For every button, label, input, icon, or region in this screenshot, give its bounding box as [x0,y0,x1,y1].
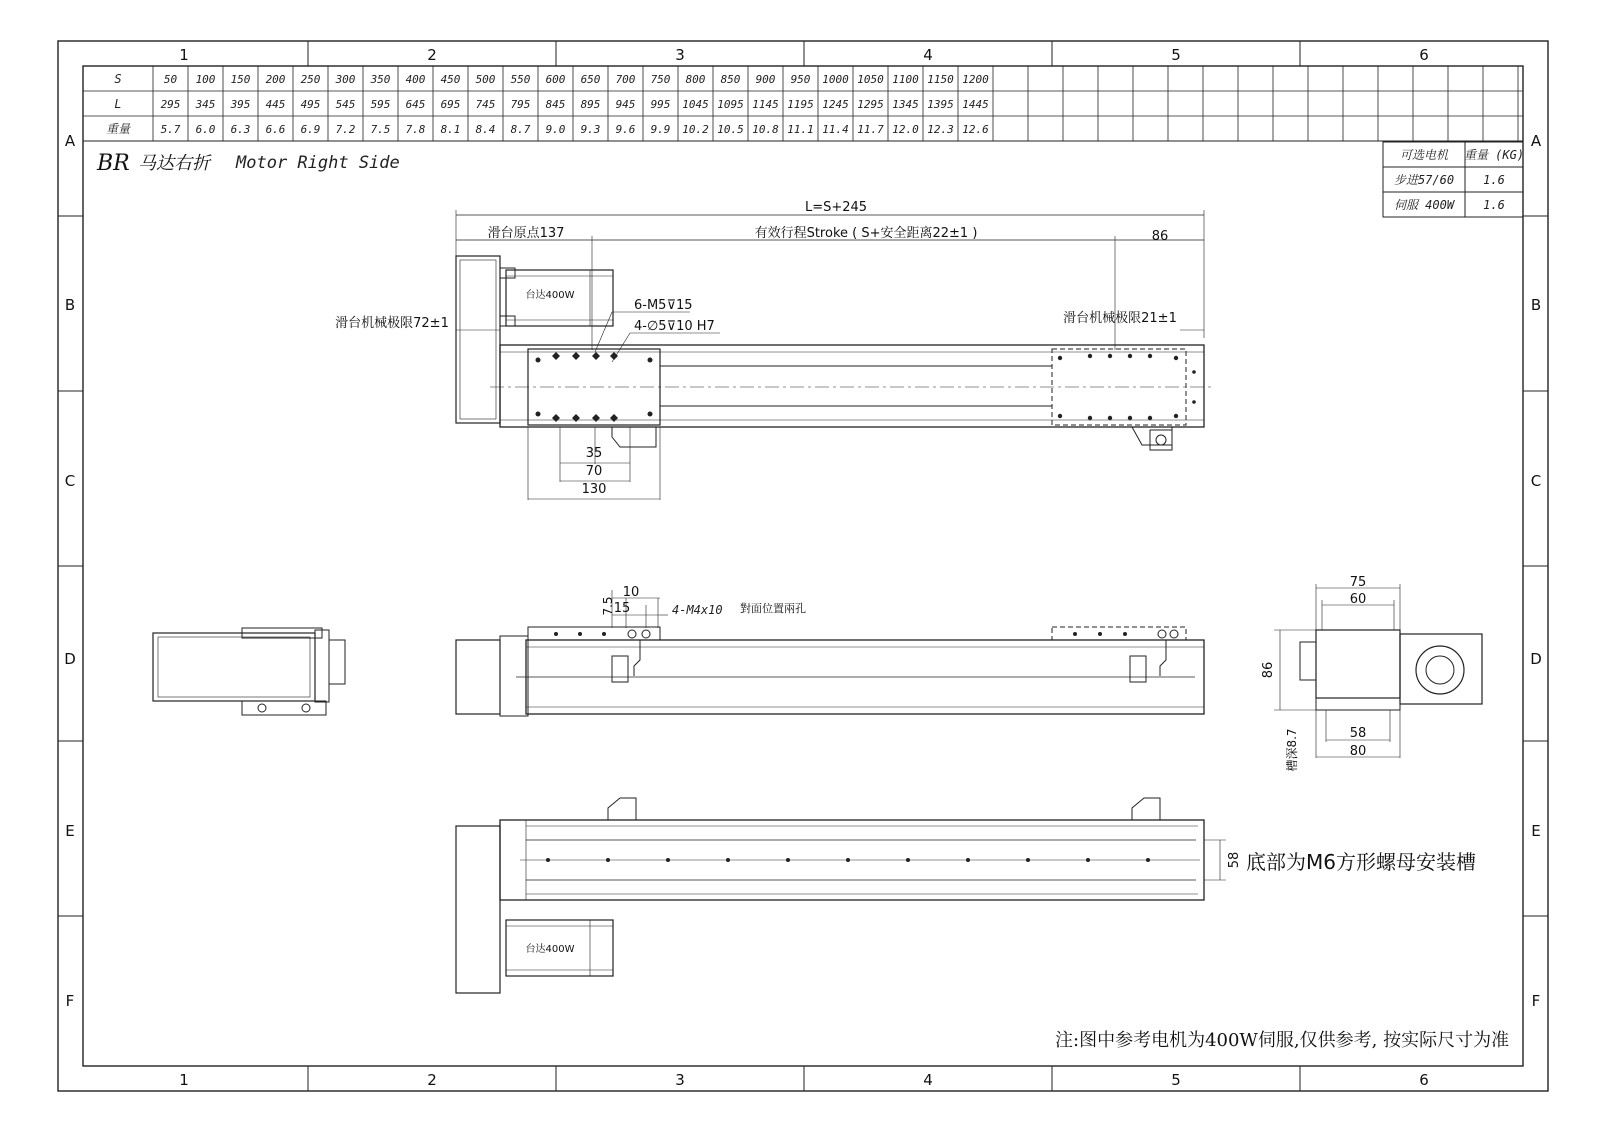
spec-cell: 1395 [927,98,954,111]
col-label-top-2: 2 [427,46,437,64]
col-label-bottom-2: 2 [427,1071,437,1089]
spec-cell: 11.7 [857,123,884,136]
dim-58-end: 58 [1349,726,1367,741]
motor-table-row2-weight: 1.6 [1483,198,1505,212]
col-label-top-3: 3 [675,46,685,64]
spec-cell: 8.1 [440,123,461,136]
row-label-right-E: E [1531,822,1541,840]
spec-cell: 1045 [682,98,709,111]
drawing-title [96,151,400,176]
spec-cell: 12.3 [927,123,954,136]
spec-cell: 445 [265,98,286,111]
spec-cell: 9.0 [545,123,566,136]
spec-cell: 495 [300,98,321,111]
dim-limit-right: 滑台机械极限21±1 [1063,311,1177,326]
spec-cell: 6.3 [230,123,251,136]
spec-cell: 7.5 [370,123,391,136]
left-end-view [153,628,345,715]
spec-cell: 7.2 [335,123,356,136]
title-en: Motor Right Side [236,153,400,173]
motor-table-row1-weight: 1.6 [1483,173,1505,187]
spec-cell: 1050 [857,73,884,86]
spec-cell: 595 [370,98,391,111]
dim-86-top: 86 [1151,229,1169,244]
zone-labels [64,46,1542,1089]
spec-cell: 850 [720,73,741,86]
spec-cell: 8.7 [510,123,531,136]
col-label-top-4: 4 [923,46,933,64]
top-view [456,210,1214,500]
spec-cell: 9.6 [615,123,636,136]
dim-58-bottom: 58 [1227,851,1242,869]
dim-total-length: L=S+245 [804,200,868,215]
spec-cell: 1000 [822,73,849,86]
spec-cell: 345 [195,98,216,111]
motor-table-header-weight: 重量 (KG) [1463,148,1525,162]
row-label-right-F: F [1531,992,1541,1010]
row-label-left-F: F [65,992,75,1010]
spec-cell: 10.8 [752,123,779,136]
motor-label-bottom: 台达400W [525,944,575,955]
spec-cell: 1345 [892,98,919,111]
dim-15: 15 [613,601,631,616]
col-label-top-5: 5 [1171,46,1181,64]
spec-cell: 9.9 [650,123,671,136]
bottom-view [456,798,1226,993]
spec-cell: 1095 [717,98,744,111]
side-view [456,590,1204,716]
spec-table [83,66,1523,141]
top-view-labels [335,200,1177,497]
right-end-view-labels [1261,575,1366,772]
dim-stroke: 有效行程Stroke ( S+安全距离22±1 ) [754,226,978,241]
spec-row-label: L [114,97,122,111]
row-label-left-A: A [64,132,76,150]
dim-origin: 滑台原点137 [487,226,565,241]
spec-cell: 450 [440,73,461,86]
bottom-view-labels [526,850,1476,955]
spec-cell: 1150 [927,73,954,86]
spec-cell: 300 [335,73,356,86]
spec-cell: 7.8 [405,123,426,136]
dim-130: 130 [581,482,607,497]
spec-cell: 995 [650,98,671,111]
spec-cell: 945 [615,98,636,111]
col-label-bottom-5: 5 [1171,1071,1181,1089]
row-label-right-B: B [1530,296,1542,314]
spec-cell: 10.5 [717,123,744,136]
motor-table-row2-motor: 伺服 400W [1393,198,1455,212]
spec-row-label: 重量 [105,122,131,136]
spec-cell: 1100 [892,73,919,86]
spec-cell: 395 [230,98,251,111]
spec-cell: 900 [755,73,776,86]
sheet-border [58,41,1548,1091]
col-label-top-6: 6 [1419,46,1429,64]
dim-70: 70 [585,464,603,479]
spec-cell: 8.4 [475,123,496,136]
spec-cell: 9.3 [580,123,601,136]
spec-cell: 695 [440,98,461,111]
row-label-right-D: D [1530,650,1542,668]
motor-table-row1-motor: 步进57/60 [1393,173,1455,187]
col-label-bottom-3: 3 [675,1071,685,1089]
dim-86-end: 86 [1261,661,1276,679]
spec-cell: 6.0 [195,123,216,136]
spec-cell: 600 [545,73,566,86]
spec-cell: 1245 [822,98,849,111]
dim-10: 10 [622,585,640,600]
spec-cell: 350 [370,73,391,86]
dim-35: 35 [585,446,603,461]
row-label-left-E: E [65,822,75,840]
row-label-left-D: D [64,650,76,668]
hole-spec-1: 6-M5⊽15 [634,298,693,313]
spec-cell: 200 [265,73,286,86]
hole-spec-2: 4-∅5⊽10 H7 [634,319,715,334]
col-label-top-1: 1 [179,46,189,64]
spec-cell: 1295 [857,98,884,111]
spec-cell: 400 [405,73,426,86]
spec-cell: 6.6 [265,123,286,136]
side-view-labels [601,585,806,617]
motor-label-top: 台达400W [525,290,575,301]
bottom-slot-note: 底部为M6方形螺母安装槽 [1246,850,1476,874]
spec-cell: 1145 [752,98,779,111]
spec-cell: 5.7 [160,123,181,136]
spec-cell: 650 [580,73,601,86]
dim-60: 60 [1349,592,1367,607]
spec-cell: 800 [685,73,706,86]
dim-75: 75 [1349,575,1367,590]
spec-cell: 745 [475,98,496,111]
dim-80: 80 [1349,744,1367,759]
col-label-bottom-1: 1 [179,1071,189,1089]
spec-cell: 1445 [962,98,989,111]
spec-cell: 50 [163,73,178,86]
spec-cell: 100 [195,73,216,86]
spec-cell: 10.2 [682,123,709,136]
slot-depth: 槽深8.7 [1285,728,1299,772]
spec-cell: 950 [790,73,811,86]
spec-row-label: S [114,72,122,86]
dim-limit-left: 滑台机械极限72±1 [335,316,449,331]
spec-cell: 12.0 [892,123,919,136]
spec-cell: 11.4 [822,123,849,136]
col-label-bottom-6: 6 [1419,1071,1429,1089]
spec-cell: 700 [615,73,636,86]
spec-cell: 11.1 [787,123,814,136]
thread-note: 對面位置兩孔 [740,602,806,615]
spec-cell: 250 [300,73,321,86]
spec-cell: 750 [650,73,671,86]
title-code: BR [97,151,130,176]
footnote: 注:图中参考电机为400W伺服,仅供参考, 按实际尺寸为准 [1055,1030,1510,1051]
title-cn: 马达右折 [138,153,210,174]
spec-cell: 845 [545,98,566,111]
spec-cell: 295 [160,98,181,111]
motor-table [1383,142,1524,217]
row-label-left-B: B [64,296,76,314]
dim-7-5: 7.5 [601,596,615,616]
motor-table-header-motor: 可选电机 [1399,148,1449,162]
spec-cell: 1200 [962,73,989,86]
spec-cell: 545 [335,98,356,111]
row-label-left-C: C [64,472,76,490]
spec-cell: 6.9 [300,123,321,136]
spec-cell: 150 [230,73,251,86]
spec-cell: 645 [405,98,426,111]
spec-cell: 12.6 [962,123,989,136]
thread-spec: 4-M4x10 [672,603,723,617]
spec-cell: 895 [580,98,601,111]
row-label-right-C: C [1530,472,1542,490]
spec-cell: 795 [510,98,531,111]
right-end-view [1274,584,1482,758]
spec-cell: 550 [510,73,531,86]
col-label-bottom-4: 4 [923,1071,933,1089]
row-label-right-A: A [1530,132,1542,150]
spec-cell: 1195 [787,98,814,111]
spec-cell: 500 [475,73,496,86]
